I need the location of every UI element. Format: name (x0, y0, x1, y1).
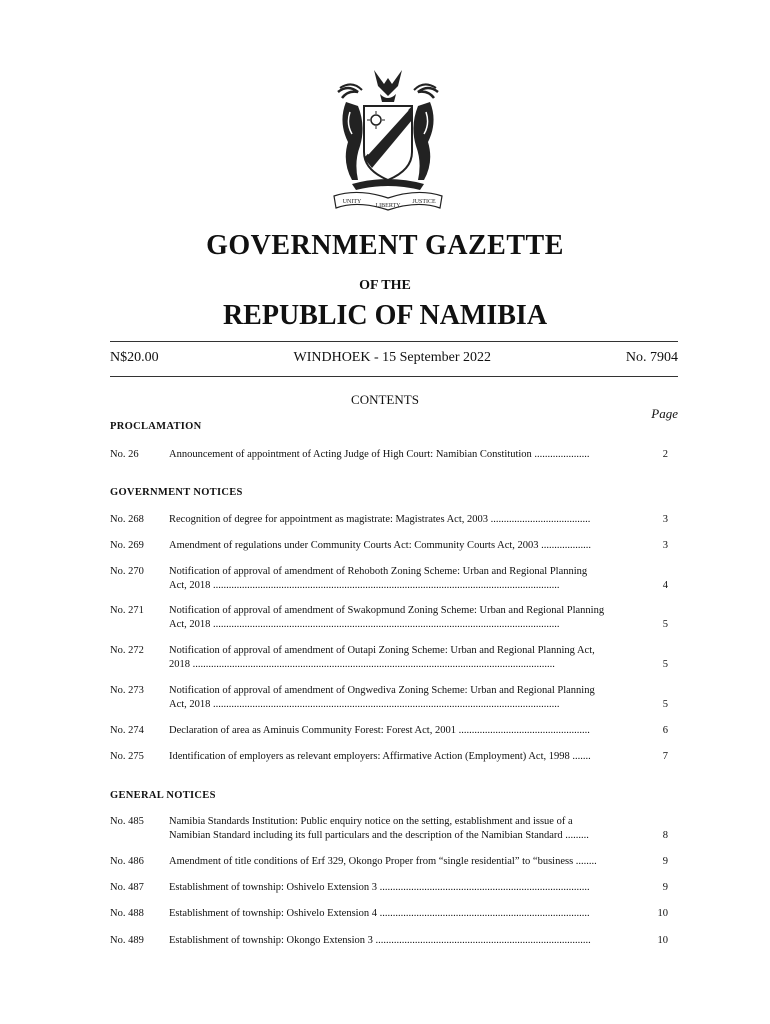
entry-title: Amendment of title conditions of Erf 329, Okongo Proper from “single residential” to “business ........ (169, 856, 597, 867)
entry-number: No. 487 (110, 882, 144, 893)
entry-number: No. 273 (110, 685, 144, 696)
page-column-label: Page (651, 406, 678, 421)
gazette-title: GOVERNMENT GAZETTE (206, 230, 564, 261)
entry-page: 2 (662, 449, 668, 460)
entry-number: No. 485 (110, 816, 144, 827)
entry-title-cont: Namibian Standard including its full particulars and the description of the Namibian Standard ......... (169, 830, 589, 841)
section-heading-government-notices: GOVERNMENT NOTICES (110, 487, 243, 498)
motto-justice: JUSTICE (412, 199, 436, 205)
motto-unity: UNITY (342, 199, 362, 205)
shield-icon (364, 106, 412, 180)
issue-number: No. 7904 (625, 350, 678, 365)
entry-title-cont: Act, 2018 .................................................................................................................................... (169, 580, 560, 591)
entry-page: 10 (657, 908, 668, 919)
contents-heading: CONTENTS (351, 392, 419, 407)
section-heading-proclamation: PROCLAMATION (110, 421, 202, 432)
entry-number: No. 274 (110, 725, 144, 736)
price: N$20.00 (110, 350, 159, 365)
eagle-icon (374, 70, 402, 102)
entry-title: Identification of employers as relevant employers: Affirmative Action (Employment) Act, 1998 ....... (169, 751, 591, 762)
entry-page: 5 (662, 659, 668, 670)
entry-title: Declaration of area as Aminuis Community Forest: Forest Act, 2001 .................................................. (169, 725, 590, 736)
entry-title: Amendment of regulations under Community Courts Act: Community Courts Act, 2003 ................... (169, 540, 592, 551)
header-rule-bottom (110, 376, 678, 377)
entry-number: No. 275 (110, 751, 144, 762)
motto-liberty: LIBERTY (375, 203, 401, 209)
entry-title: Notification of approval of amendment of Swakopmund Zoning Scheme: Urban and Regional Planning (169, 605, 605, 616)
entry-title: Establishment of township: Oshivelo Extension 3 ................................................................................ (169, 882, 590, 893)
entry-number: No. 272 (110, 645, 144, 656)
entry-page: 4 (662, 580, 668, 591)
entry-page: 3 (662, 514, 668, 525)
entry-page: 5 (662, 699, 668, 710)
entry-title-cont: Act, 2018 .................................................................................................................................... (169, 619, 560, 630)
header-rule-top (110, 341, 678, 342)
entry-page: 6 (662, 725, 668, 736)
entry-page: 9 (662, 882, 668, 893)
entry-number: No. 271 (110, 605, 144, 616)
entry-page: 8 (662, 830, 668, 841)
place-date: WINDHOEK - 15 September 2022 (293, 350, 491, 365)
entry-page: 5 (662, 619, 668, 630)
entry-title: Announcement of appointment of Acting Judge of High Court: Namibian Constitution ..................... (169, 449, 590, 460)
entry-title: Notification of approval of amendment of Ongwediva Zoning Scheme: Urban and Regional Planning (169, 685, 595, 696)
entry-number: No. 488 (110, 908, 144, 919)
entry-number: No. 489 (110, 935, 144, 946)
entry-page: 3 (662, 540, 668, 551)
entry-number: No. 270 (110, 566, 144, 577)
entry-page: 9 (662, 856, 668, 867)
entry-page: 10 (657, 935, 668, 946)
entry-number: No. 269 (110, 540, 144, 551)
republic-title: REPUBLIC OF NAMIBIA (222, 300, 548, 331)
entry-title-cont: 2018 .......................................................................................................................................... (169, 659, 555, 670)
entry-title: Namibia Standards Institution: Public enquiry notice on the setting, establishment and issue of a (169, 816, 573, 827)
entry-title: Establishment of township: Okongo Extension 3 .................................................................................. (169, 935, 591, 946)
entry-title: Notification of approval of amendment of Rehoboth Zoning Scheme: Urban and Regional Planning (169, 566, 588, 577)
entry-title: Notification of approval of amendment of Outapi Zoning Scheme: Urban and Regional Planning Act, (169, 645, 595, 656)
entry-number: No. 26 (110, 449, 139, 460)
coat-of-arms-icon (318, 62, 458, 218)
entry-title: Recognition of degree for appointment as magistrate: Magistrates Act, 2003 ...................................... (169, 514, 591, 525)
entry-page: 7 (662, 751, 668, 762)
entry-title-cont: Act, 2018 .................................................................................................................................... (169, 699, 560, 710)
section-heading-general-notices: GENERAL NOTICES (110, 790, 216, 801)
entry-number: No. 486 (110, 856, 144, 867)
entry-title: Establishment of township: Oshivelo Extension 4 ................................................................................ (169, 908, 590, 919)
entry-number: No. 268 (110, 514, 144, 525)
of-the-label: OF THE (359, 278, 411, 293)
issue-info-bar (110, 350, 678, 366)
